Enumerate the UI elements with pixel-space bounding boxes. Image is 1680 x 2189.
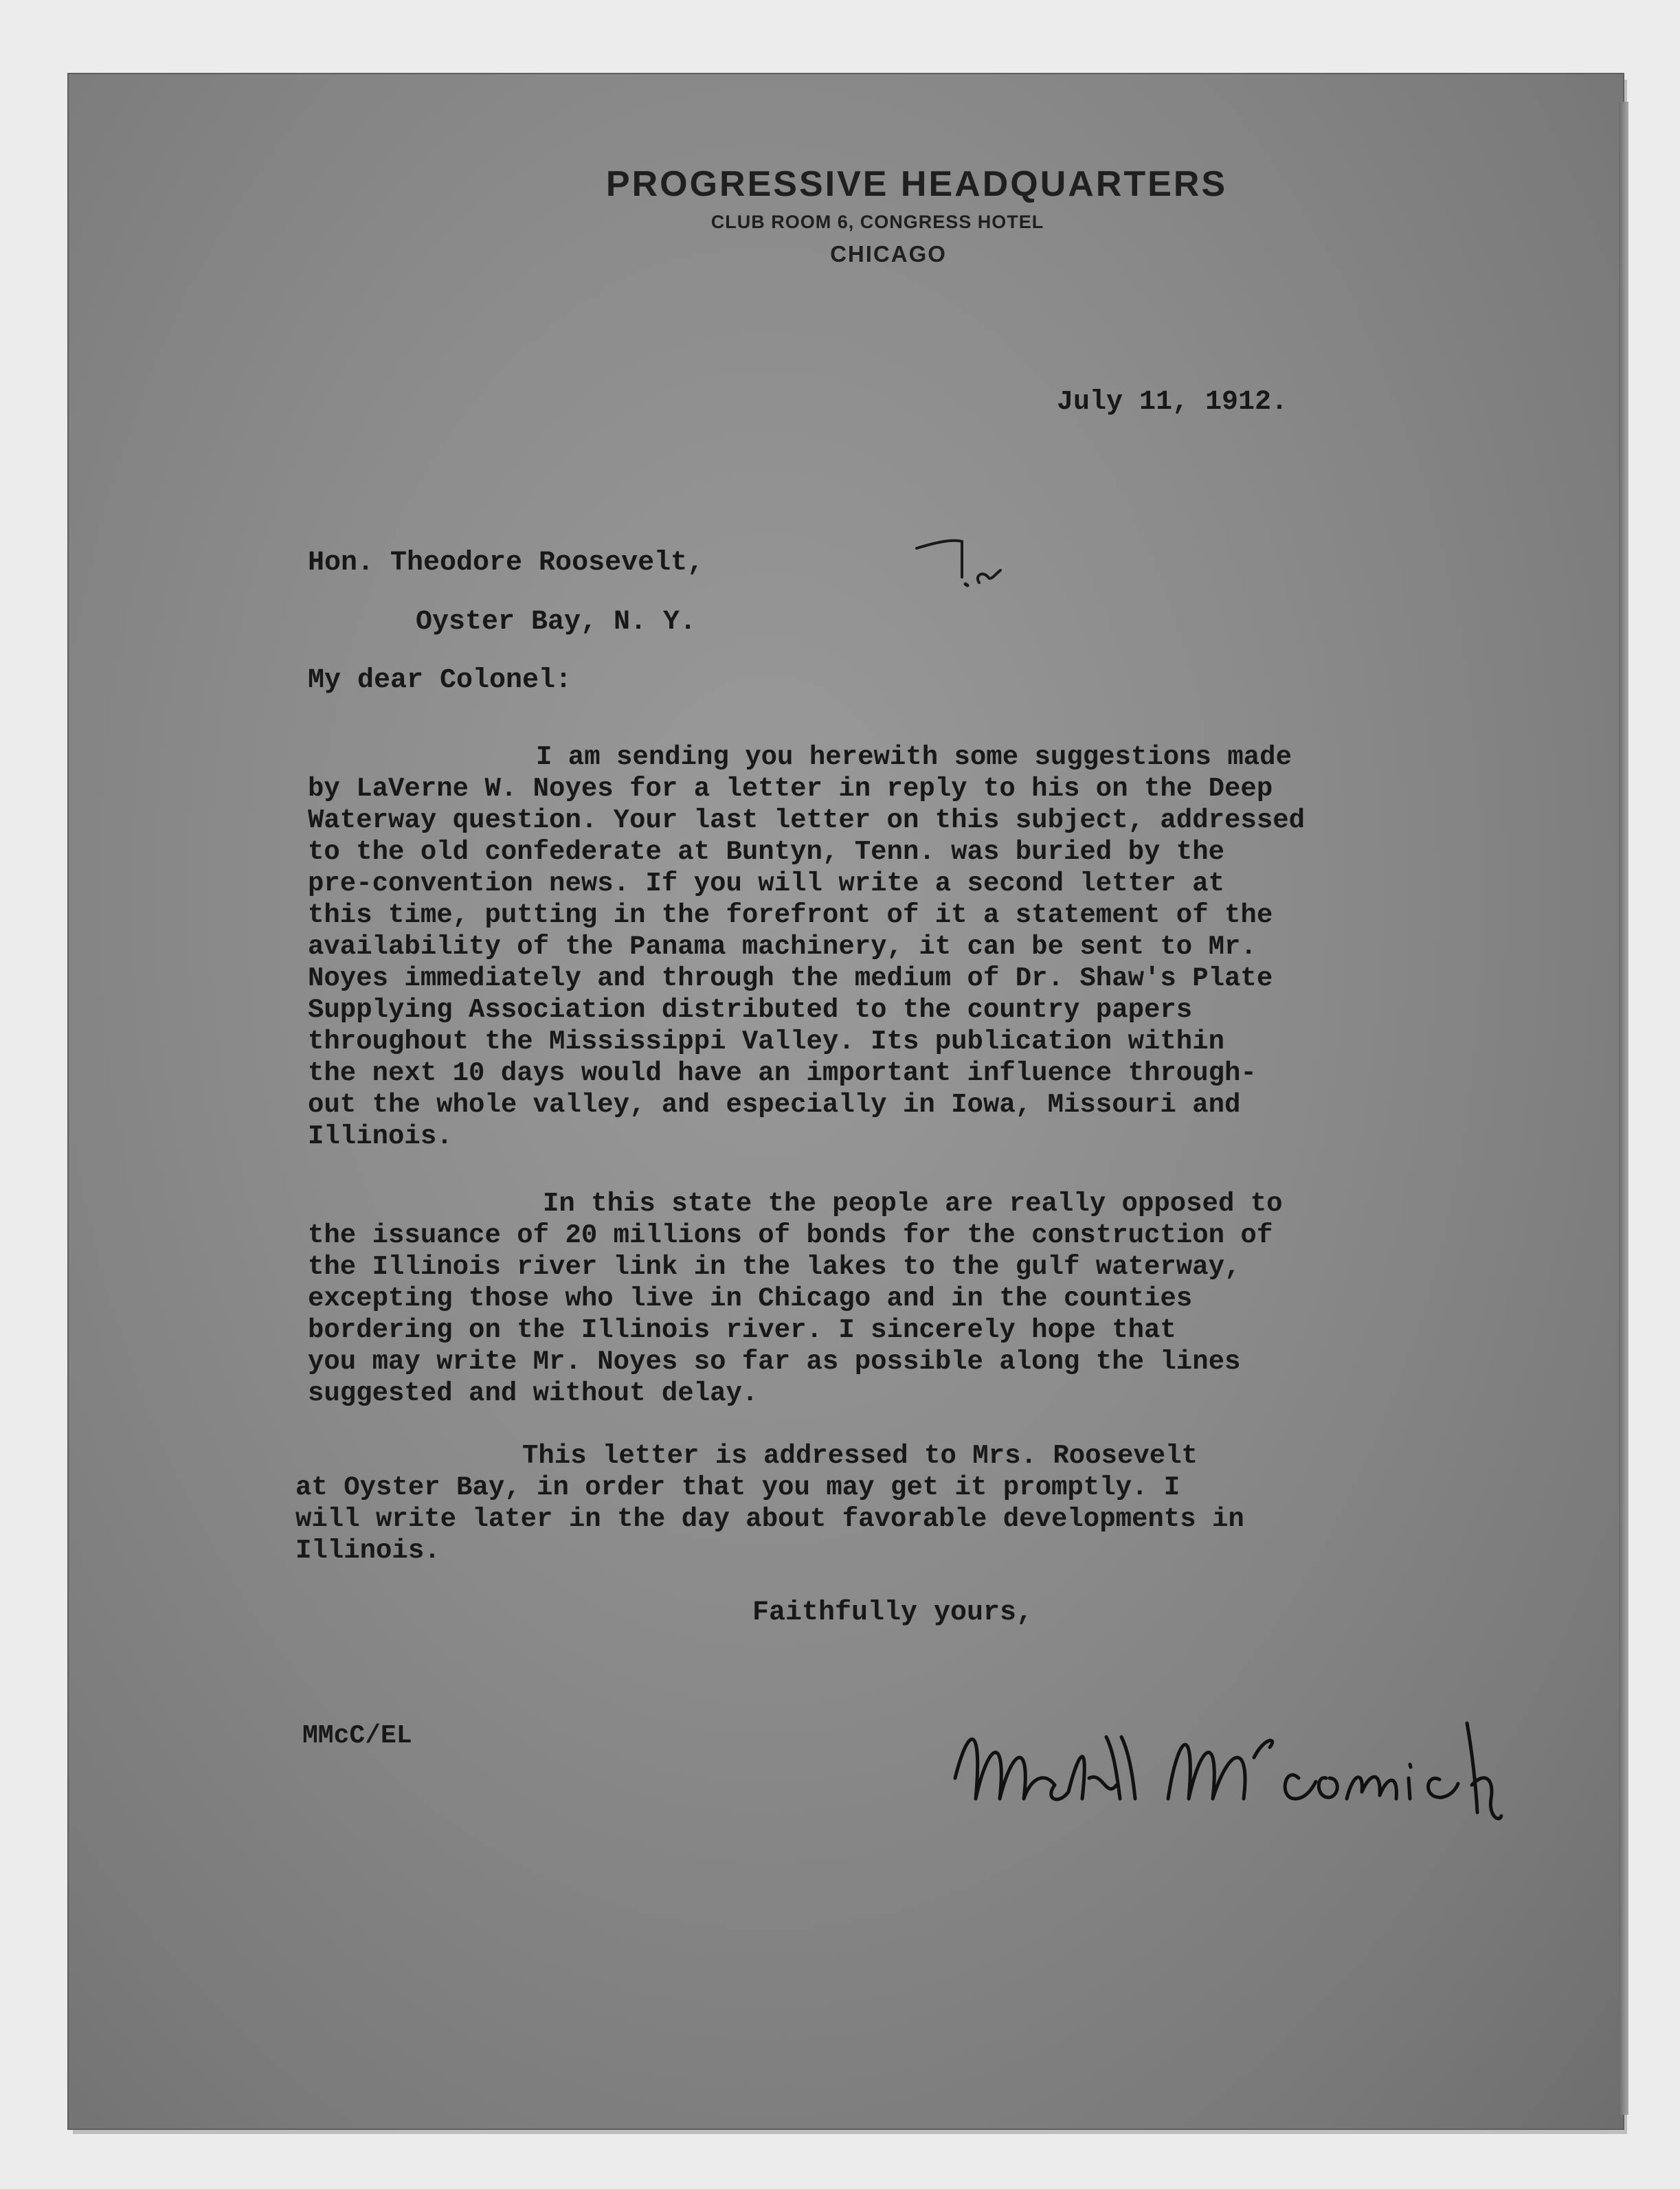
- paragraph-line: by LaVerne W. Noyes for a letter in reply to his on the Deep: [308, 774, 1273, 804]
- reference-initials: MMcC/EL: [302, 1721, 412, 1751]
- paragraph-line: I am sending you herewith some suggestions made: [536, 742, 1292, 772]
- salutation: My dear Colonel:: [308, 665, 572, 696]
- paragraph-line: you may write Mr. Noyes so far as possible along the lines: [308, 1347, 1241, 1377]
- closing: Faithfully yours,: [752, 1597, 1033, 1628]
- recipient-name: Hon. Theodore Roosevelt,: [308, 548, 704, 579]
- paragraph-line: throughout the Mississippi Valley. Its publication within: [308, 1026, 1225, 1057]
- paragraph-line: This letter is addressed to Mrs. Roosevelt: [522, 1441, 1198, 1471]
- paragraph-line: the Illinois river link in the lakes to the gulf waterway,: [308, 1252, 1241, 1282]
- paragraph-line: suggested and without delay.: [308, 1378, 759, 1408]
- paragraph-line: the issuance of 20 millions of bonds for the construction of: [308, 1220, 1273, 1250]
- letter-paper: [69, 74, 1623, 2129]
- handwritten-mark-icon: [914, 536, 1010, 598]
- paragraph-line: Illinois.: [295, 1536, 440, 1566]
- paragraph-line: to the old confederate at Buntyn, Tenn. was buried by the: [308, 837, 1225, 867]
- paragraph-line: excepting those who live in Chicago and in the counties: [308, 1283, 1193, 1314]
- letter-date: July 11, 1912.: [1057, 387, 1288, 418]
- paragraph-line: pre-convention news. If you will write a second letter at: [308, 868, 1225, 899]
- paragraph-line: Noyes immediately and through the medium of Dr. Shaw's Plate: [308, 963, 1273, 994]
- letterhead-city: CHICAGO: [830, 241, 947, 267]
- paragraph-line: Waterway question. Your last letter on this subject, addressed: [308, 805, 1306, 835]
- paragraph-line: at Oyster Bay, in order that you may get it promptly. I: [295, 1472, 1180, 1503]
- paragraph-line: out the whole valley, and especially in Iowa, Missouri and: [308, 1090, 1241, 1120]
- paragraph-line: will write later in the day about favorable developments in: [295, 1504, 1244, 1534]
- paragraph-line: the next 10 days would have an important influence through-: [308, 1058, 1257, 1088]
- letterhead-address: CLUB ROOM 6, CONGRESS HOTEL: [710, 212, 1044, 232]
- signature: [941, 1696, 1505, 1854]
- letterhead-organization: PROGRESSIVE HEADQUARTERS: [605, 164, 1228, 204]
- paragraph-line: Supplying Association distributed to the country papers: [308, 995, 1193, 1025]
- recipient-address: Oyster Bay, N. Y.: [416, 607, 697, 638]
- paragraph-line: availability of the Panama machinery, it can be sent to Mr.: [308, 932, 1257, 962]
- paragraph-line: Illinois.: [308, 1121, 453, 1152]
- paper-edge: [1619, 102, 1628, 2115]
- paragraph-line: this time, putting in the forefront of it a statement of the: [308, 900, 1273, 930]
- paragraph-line: In this state the people are really opposed to: [543, 1189, 1283, 1219]
- paragraph-line: bordering on the Illinois river. I sincerely hope that: [308, 1315, 1176, 1345]
